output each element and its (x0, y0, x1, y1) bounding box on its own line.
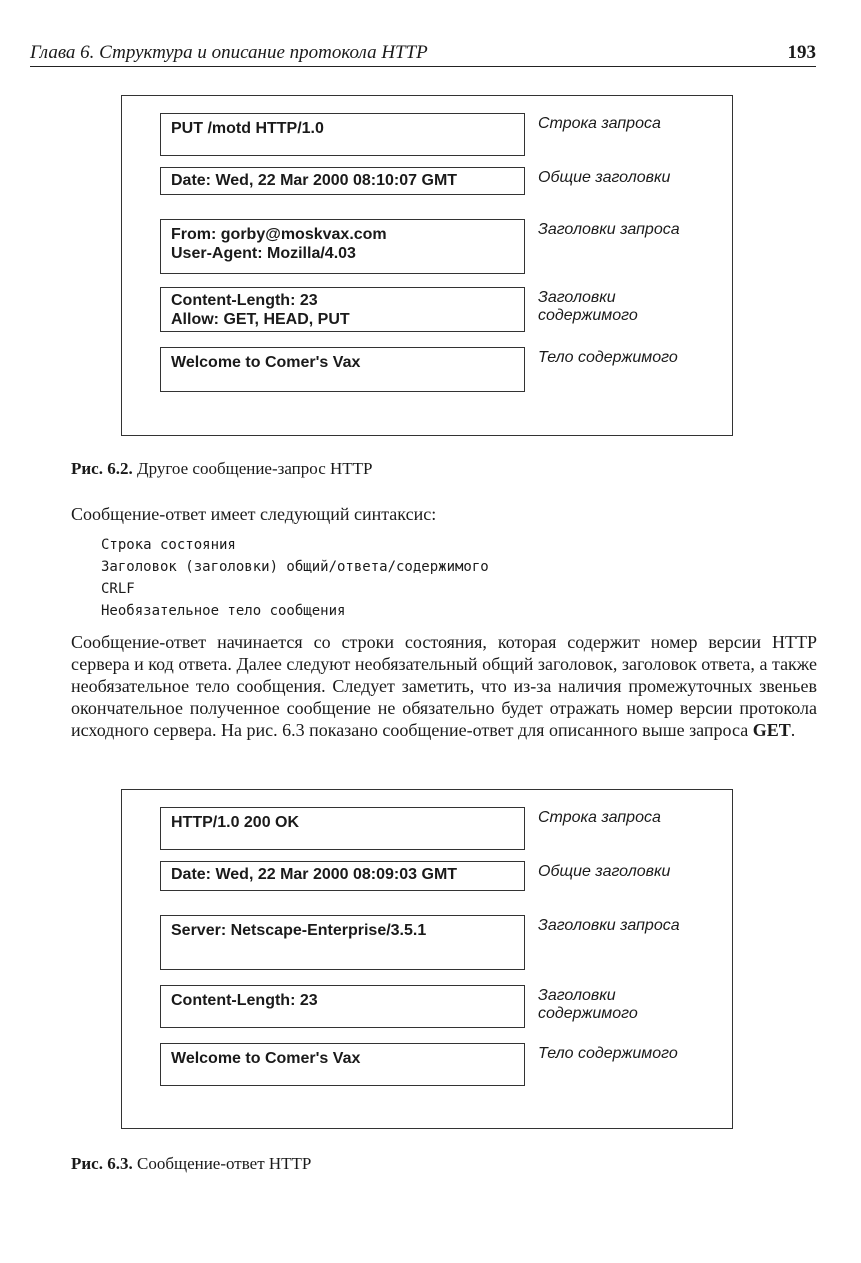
syntax-block (101, 534, 489, 622)
box-line: Content-Length: 23 (171, 992, 318, 1009)
figure-response-message (121, 789, 733, 1129)
syntax-line: CRLF (101, 581, 135, 597)
syntax-line: Заголовок (заголовки) общий/ответа/содержимого (101, 559, 489, 575)
page-header (30, 40, 816, 67)
chapter-title: Глава 6. Структура и описание протокола HTTP (30, 42, 428, 63)
box-line: Welcome to Comer's Vax (171, 354, 361, 371)
general-headers-box (160, 167, 525, 195)
request-headers-box (160, 219, 525, 274)
status-line-label: Строка запроса (538, 809, 661, 826)
box-line: From: gorby@moskvax.com (171, 226, 387, 243)
body-bold-term: GET (752, 720, 791, 740)
request-line-box (160, 113, 525, 156)
box-line: Server: Netscape-Enterprise/3.5.1 (171, 922, 427, 939)
general-headers-label: Общие заголовки (538, 169, 671, 186)
box-line: HTTP/1.0 200 OK (171, 814, 300, 831)
content-headers-box (160, 287, 525, 332)
content-body-label: Тело содержимого (538, 1045, 678, 1062)
general-headers-box (160, 861, 525, 891)
intro-paragraph: Сообщение-ответ имеет следующий синтаксис: (71, 504, 437, 524)
status-line-box (160, 807, 525, 850)
figure-caption (71, 1154, 311, 1174)
caption-text: Другое сообщение-запрос HTTP (136, 459, 373, 478)
figure-request-message (121, 95, 733, 436)
content-body-box (160, 347, 525, 392)
box-line: Welcome to Comer's Vax (171, 1050, 361, 1067)
caption-text: Сообщение-ответ HTTP (136, 1154, 312, 1173)
body-paragraph (71, 631, 817, 741)
syntax-line: Строка состояния (101, 537, 236, 553)
response-headers-label: Заголовки запроса (538, 917, 680, 934)
content-body-box (160, 1043, 525, 1086)
content-headers-box (160, 985, 525, 1028)
request-headers-label: Заголовки запроса (538, 221, 680, 238)
box-line: Allow: GET, HEAD, PUT (171, 311, 350, 328)
content-headers-label: Заголовки содержимого (538, 987, 638, 1022)
box-line: User-Agent: Mozilla/4.03 (171, 245, 356, 262)
box-line: Content-Length: 23 (171, 292, 318, 309)
body-text: Сообщение-ответ начинается со строки состояния, которая содержит номер версии HTTP сервера и код ответа. Далее следуют необязательный общий заголовок, заголовок ответа, а также необязательное тело сообщения. Следует заметить, что из-за наличия промежуточных звеньев окончательное полученное сообщение не обязательно будет отражать номер версии протокола исходного сервера. На рис. 6.3 показано сообщение-ответ для описанного выше запроса (71, 632, 817, 740)
content-headers-label: Заголовки содержимого (538, 289, 638, 324)
general-headers-label: Общие заголовки (538, 863, 671, 880)
box-line: PUT /motd HTTP/1.0 (171, 120, 324, 137)
request-line-label: Строка запроса (538, 115, 661, 132)
body-end: . (790, 720, 796, 740)
box-line: Date: Wed, 22 Mar 2000 08:09:03 GMT (171, 866, 458, 883)
caption-number: Рис. 6.3. (71, 1154, 133, 1173)
page-number: 193 (787, 42, 816, 63)
syntax-line: Необязательное тело сообщения (101, 603, 346, 619)
figure-caption (71, 459, 373, 479)
caption-number: Рис. 6.2. (71, 459, 133, 478)
box-line: Date: Wed, 22 Mar 2000 08:10:07 GMT (171, 172, 458, 189)
response-headers-box (160, 915, 525, 970)
content-body-label: Тело содержимого (538, 349, 678, 366)
